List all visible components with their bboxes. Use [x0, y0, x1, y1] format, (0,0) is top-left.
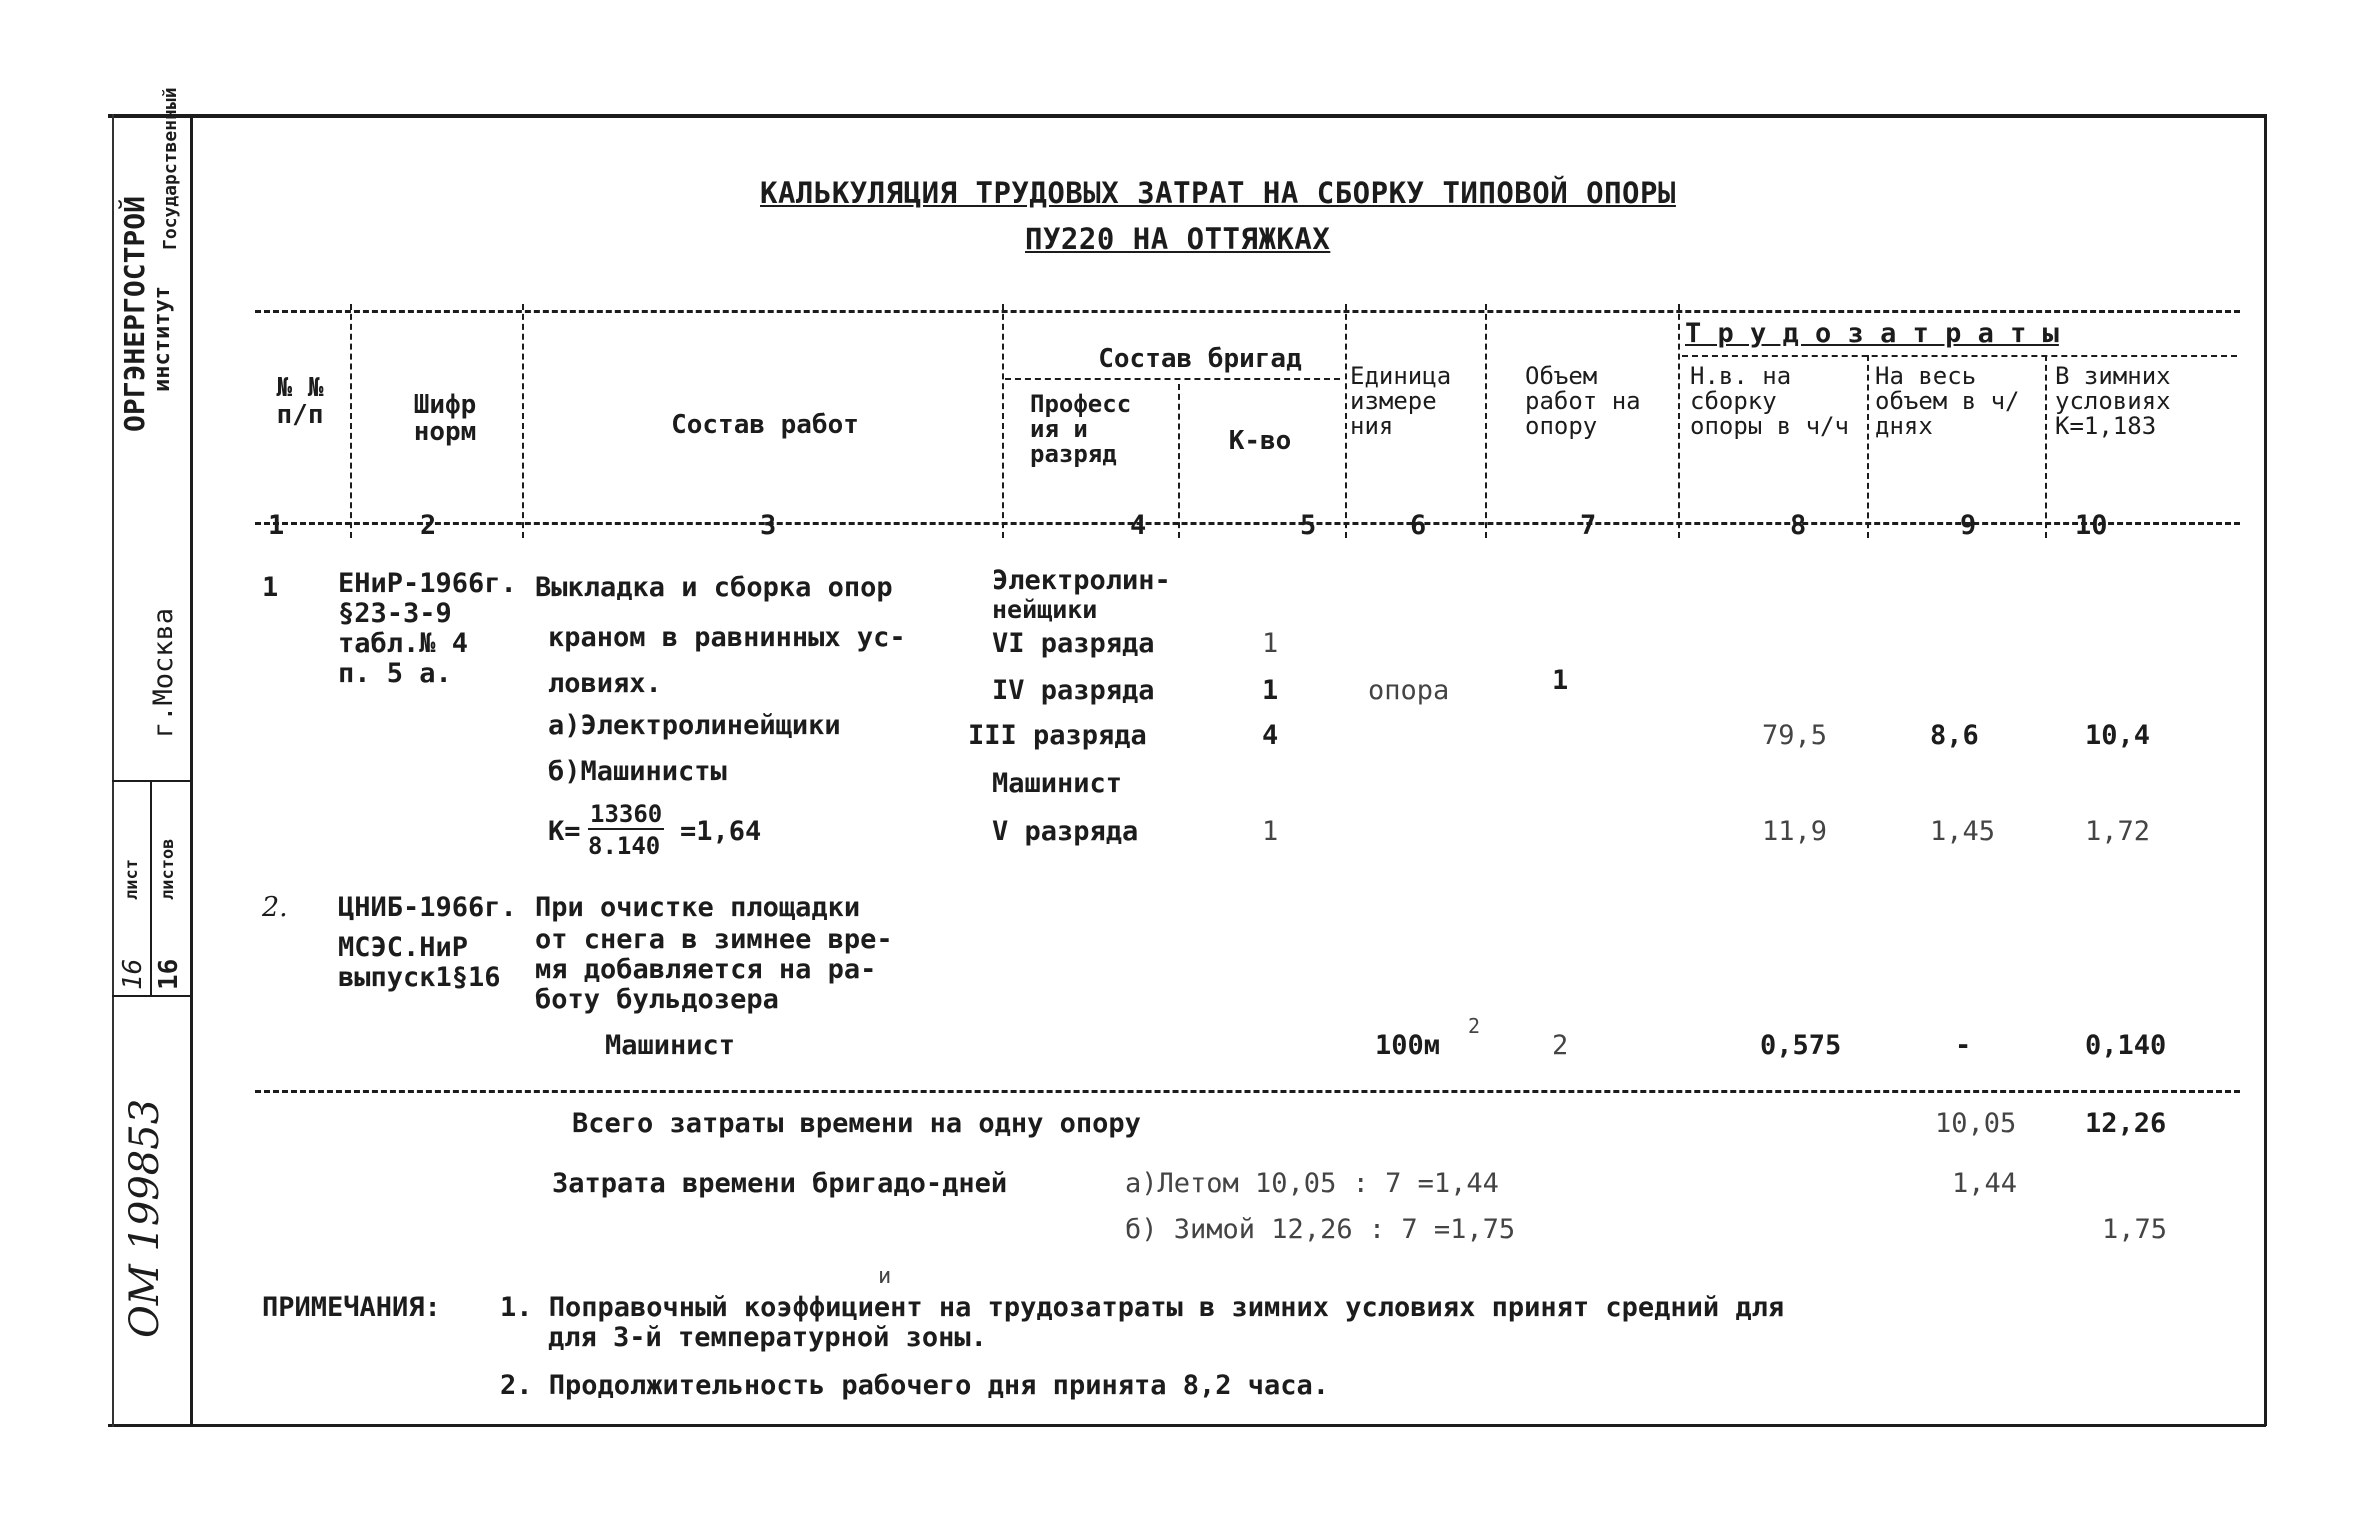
frame-inner-line	[190, 114, 193, 1427]
frame-bottom-line	[108, 1424, 2266, 1427]
row1-work: б)Машинисты	[548, 756, 727, 787]
row1-qty: 1	[1262, 675, 1279, 706]
row1-norm: п. 5 а.	[338, 658, 452, 689]
col-divider	[1178, 384, 1180, 538]
brigade-days-winter: б) Зимой 12,26 : 7 =1,75	[1125, 1214, 1516, 1245]
stamp-org-type: Государственный	[160, 87, 181, 250]
total-per-support-winter: 12,26	[2085, 1108, 2167, 1139]
stamp-sheets-total: 16	[154, 958, 184, 990]
header-col2: Шифр норм	[413, 390, 477, 447]
row1-work: а)Электролинейщики	[548, 710, 841, 741]
note-1-correction: и	[878, 1264, 892, 1289]
row2-unit: 100м	[1375, 1030, 1441, 1061]
col-divider	[1678, 304, 1680, 538]
row2-norm-time: 0,575	[1760, 1030, 1842, 1061]
table-top-rule	[255, 310, 2240, 313]
row2-norm: ЦНИБ-1966г.	[338, 892, 517, 923]
header-col10: В зимних условиях К=1,183	[2055, 362, 2171, 440]
stamp-sheets-label: листов	[158, 838, 178, 900]
note-1-continued: для 3-й температурной зоны.	[548, 1322, 987, 1353]
brigade-days-summer: а)Летом 10,05 : 7 =1,44	[1125, 1168, 1499, 1199]
stamp-doc-code: ОМ 199853	[122, 1098, 168, 1338]
row1-profession: III разряда	[968, 720, 1147, 751]
row2-work: боту бульдозера	[535, 984, 779, 1015]
row2-work: мя добавляется на ра-	[535, 954, 877, 985]
row2-norm: МСЭС.НиР	[338, 932, 469, 963]
row1-qty: 1	[1262, 816, 1279, 847]
header-col8: Н.в. на сборку опоры в ч/ч	[1690, 362, 1849, 440]
row1-formula-denominator: 8.140	[588, 832, 661, 860]
row1-profession: Электролин-	[992, 565, 1171, 596]
header-col6: Единица измере ния	[1350, 362, 1452, 440]
col-divider	[522, 304, 524, 538]
row1-qty: 1	[1262, 628, 1279, 659]
stamp-sheet-label: лист	[122, 859, 142, 900]
row1-work: ловиях.	[548, 668, 662, 699]
col-number: 10	[2075, 510, 2108, 541]
note-2: 2. Продолжительность рабочего дня принята 8,2 часа.	[500, 1370, 1330, 1401]
total-per-support-label: Всего затраты времени на одну опору	[572, 1108, 1141, 1139]
row1-formula-k: К=	[548, 816, 581, 847]
notes-label: ПРИМЕЧАНИЯ:	[262, 1292, 441, 1323]
col-number: 3	[760, 510, 777, 541]
page-subtitle: ПУ220 НА ОТТЯЖКАХ	[1025, 222, 1331, 256]
row1-norm-time: 11,9	[1762, 816, 1828, 847]
row1-winter: 1,72	[2085, 816, 2151, 847]
row2-volume: 2	[1552, 1030, 1569, 1061]
header-col7: Объем работ на опору	[1525, 362, 1641, 440]
col-number: 7	[1580, 510, 1597, 541]
col-number: 1	[268, 510, 285, 541]
row1-profession: IV разряда	[992, 675, 1155, 706]
total-per-support-days: 10,05	[1935, 1108, 2017, 1139]
row1-profession: нейщики	[992, 595, 1098, 624]
row1-norm: §23-3-9	[338, 598, 452, 629]
row2-unit-superscript: 2	[1468, 1014, 1481, 1038]
brigade-days-winter-value: 1,75	[2102, 1214, 2168, 1245]
row1-profession: V разряда	[992, 816, 1139, 847]
header-col9: На весь объем в ч/днях	[1875, 362, 2020, 440]
row1-volume: 1	[1552, 665, 1569, 696]
col-number: 4	[1130, 510, 1147, 541]
row1-formula-result: =1,64	[680, 816, 762, 847]
stamp-divider	[112, 995, 190, 997]
row1-days: 1,45	[1930, 816, 1996, 847]
row2-norm: выпуск1§16	[338, 962, 501, 993]
row2-winter: 0,140	[2085, 1030, 2167, 1061]
brigade-rule	[1005, 378, 1340, 380]
body-bottom-rule	[255, 1090, 2240, 1093]
frame-top-line	[108, 114, 2266, 118]
row1-days: 8,6	[1930, 720, 1979, 751]
row2-days: -	[1955, 1030, 1972, 1061]
col-divider	[1345, 304, 1347, 538]
row2-work: от снега в зимнее вре-	[535, 924, 893, 955]
stamp-org-name: ОРГЭНЕРГОСТРОЙ	[118, 195, 151, 432]
col-divider	[2045, 355, 2047, 538]
row1-norm-time: 79,5	[1762, 720, 1828, 751]
row1-winter: 10,4	[2085, 720, 2151, 751]
row1-work: краном в равнинных ус-	[548, 622, 906, 653]
frame-right-line	[2264, 114, 2267, 1426]
col-divider	[350, 304, 352, 538]
row1-unit: опора	[1368, 675, 1450, 706]
col-number: 2	[420, 510, 437, 541]
col-divider	[1867, 355, 1869, 538]
row1-norm: табл.№ 4	[338, 628, 469, 659]
header-brigade: Состав бригад	[1098, 344, 1302, 374]
note-1: 1. Поправочный коэффициент на трудозатраты в зимних условиях принят средний для	[500, 1292, 1785, 1323]
row1-qty: 4	[1262, 720, 1279, 751]
row1-number: 1	[262, 572, 279, 603]
col-number: 6	[1410, 510, 1427, 541]
row1-norm: ЕНиР-1966г.	[338, 568, 517, 599]
stamp-divider	[150, 780, 152, 995]
col-divider	[1002, 304, 1004, 538]
header-labor: Т р у д о з а т р а т ы	[1685, 318, 2059, 349]
header-col5: К-во	[1228, 426, 1292, 456]
stamp-org-institute: институт	[150, 286, 175, 392]
col-number: 8	[1790, 510, 1807, 541]
col-number: 9	[1960, 510, 1977, 541]
labor-rule	[1682, 355, 2237, 357]
row1-formula-numerator: 13360	[590, 800, 663, 828]
stamp-sheet-number: 16	[118, 958, 148, 990]
brigade-days-summer-value: 1,44	[1952, 1168, 2018, 1199]
frame-outer-line	[112, 114, 114, 1427]
header-col3: Состав работ	[671, 410, 859, 440]
header-bottom-rule	[255, 522, 2240, 525]
row2-work: При очистке площадки	[535, 892, 861, 923]
stamp-city: г.Москва	[148, 607, 179, 738]
header-col1: № № п/п	[276, 373, 324, 430]
row2-number: 2.	[262, 892, 288, 923]
page-title: КАЛЬКУЛЯЦИЯ ТРУДОВЫХ ЗАТРАТ НА СБОРКУ ТИПОВОЙ ОПОРЫ	[760, 176, 1676, 210]
col-divider	[1485, 304, 1487, 538]
row1-profession: Машинист	[992, 768, 1123, 799]
row2-work: Машинист	[605, 1030, 736, 1061]
brigade-days-label: Затрата времени бригадо-дней	[552, 1168, 1008, 1199]
row1-work: Выкладка и сборка опор	[535, 572, 893, 603]
row1-profession: VI разряда	[992, 628, 1155, 659]
header-col4: Професс ия и разряд	[1030, 390, 1132, 468]
col-number: 5	[1300, 510, 1317, 541]
